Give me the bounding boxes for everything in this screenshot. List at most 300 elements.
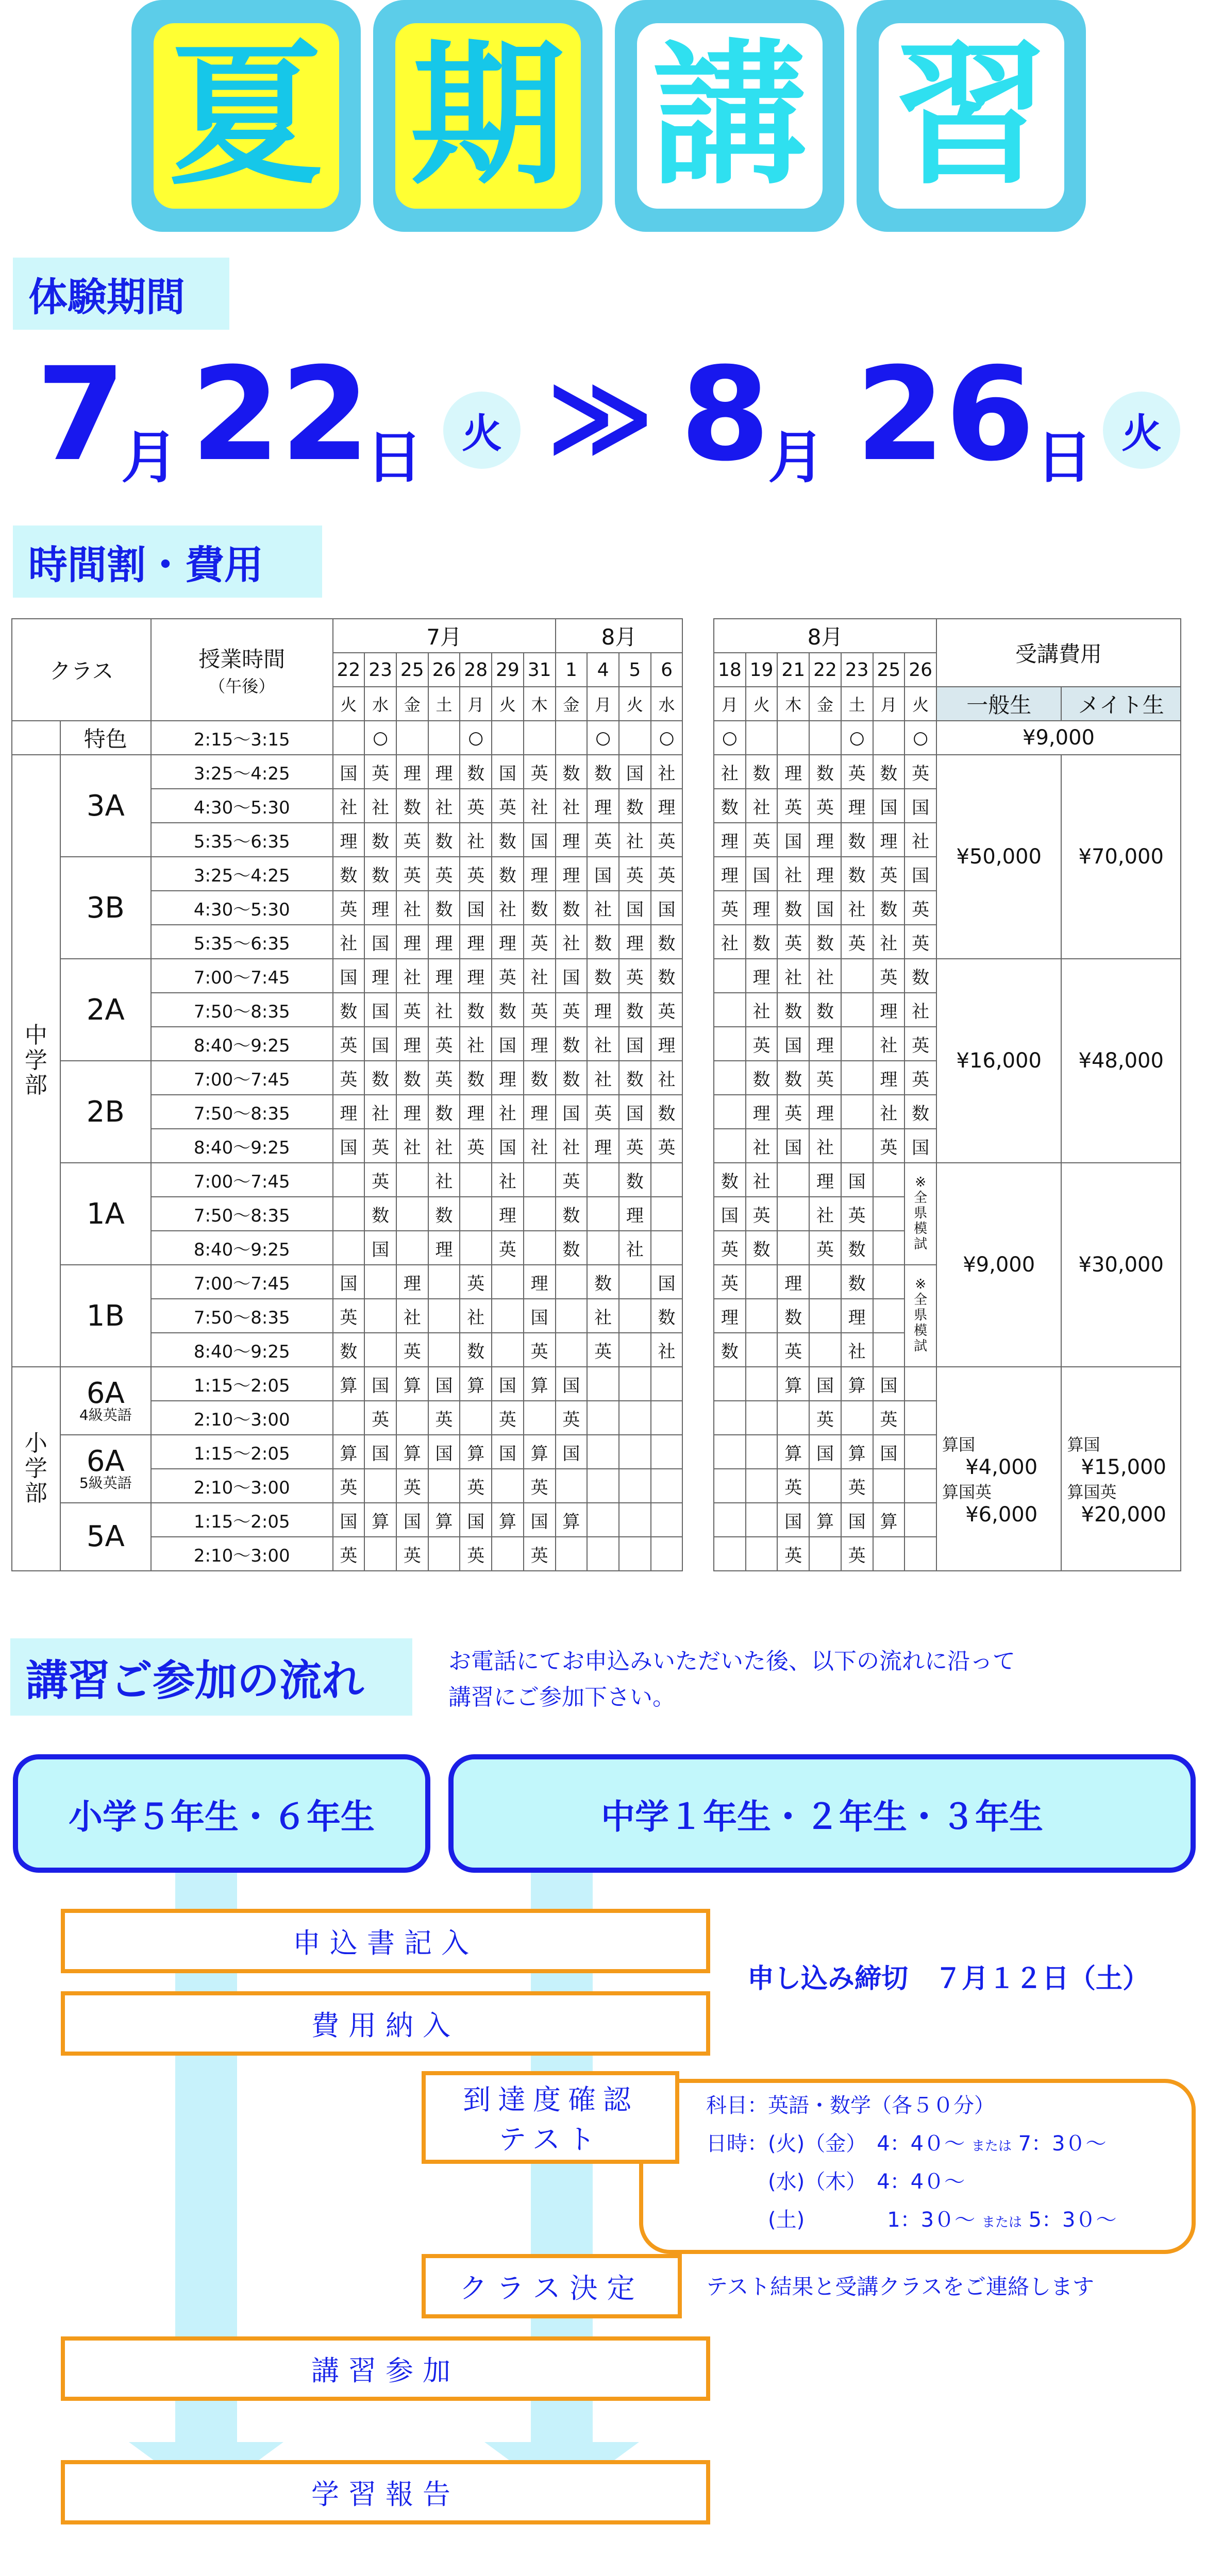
subject-cell: 英 [777,925,809,959]
subject-cell [396,1163,428,1197]
subject-cell: 社 [841,891,873,925]
subject-cell: 算 [841,1367,873,1401]
subject-cell: 英 [364,1401,396,1435]
subject-cell [714,1469,746,1503]
subject-cell: 社 [587,1027,619,1061]
subject-cell [651,1469,683,1503]
subject-cell [777,1401,809,1435]
subject-cell [587,1435,619,1469]
deadline-note: 申し込み締切 ７月１２日（土） [747,1963,1150,1994]
subject-cell [904,1401,936,1435]
subject-cell: 英 [587,1333,619,1367]
subject-cell [873,1333,905,1367]
subject-cell: 社 [556,1129,588,1163]
date-cell: 1 [556,653,588,687]
subject-cell: 数 [556,891,588,925]
subject-cell: 国 [492,1367,524,1401]
subject-cell: 英 [333,891,365,925]
subject-cell [364,1333,396,1367]
time-cell: 7:00～7:45 [151,1265,333,1299]
subject-cell: 英 [428,1401,460,1435]
header-row-months [12,619,1181,653]
subject-cell: 数 [524,1061,556,1095]
table-row [12,755,1181,789]
subject-cell: 社 [714,925,746,959]
subject-cell: 社 [364,1095,396,1129]
subject-cell: 数 [651,1095,683,1129]
subject-cell: 英 [746,1027,778,1061]
subject-cell: 社 [619,823,651,857]
subject-cell: 数 [904,1095,936,1129]
subject-cell [714,1503,746,1537]
subject-cell [428,1537,460,1571]
subject-cell: 社 [492,1095,524,1129]
subject-cell: 理 [809,1163,841,1197]
subject-cell: 英 [492,1401,524,1435]
subject-cell: 数 [651,959,683,993]
subject-cell: 英 [809,1401,841,1435]
test-date-2: (水)（木） 4：4０～ [768,2170,965,2194]
subject-cell: ○ [651,721,683,755]
subject-cell [873,1299,905,1333]
title-char: 講 [637,23,823,209]
subject-cell: ○ [364,721,396,755]
title-box-3 [615,0,844,232]
subject-cell [524,1163,556,1197]
step-report: 学習報告 [61,2460,710,2524]
subject-cell: 英 [873,959,905,993]
subject-cell: 社 [333,789,365,823]
class-name: 1A [60,1163,151,1265]
time-cell: 4:30～5:30 [151,789,333,823]
subject-cell: 国 [524,1503,556,1537]
subject-cell [556,721,588,755]
subject-cell [396,1231,428,1265]
subject-cell [714,993,746,1027]
subject-cell: 英 [492,1231,524,1265]
start-day: 22 [191,340,370,489]
subject-cell [364,1469,396,1503]
class-name: 1B [60,1265,151,1367]
subject-cell [651,1435,683,1469]
subject-cell: 理 [873,823,905,857]
middle-grade-label: 中学１年生・２年生・３年生 [448,1754,1196,1873]
fee-elem-general: 算国 ¥4,000 算国英 ¥6,000 [936,1367,1061,1571]
subject-cell [809,1469,841,1503]
subject-cell: 英 [492,959,524,993]
subject-cell: 英 [460,857,492,891]
subject-cell: 国 [777,1503,809,1537]
subject-cell: 英 [809,1231,841,1265]
subject-cell [714,1129,746,1163]
subject-cell: 国 [809,1367,841,1401]
time-cell: 4:30～5:30 [151,891,333,925]
column-gap [682,619,714,721]
subject-cell: 英 [396,1333,428,1367]
subject-cell [777,1163,809,1197]
subject-cell: 数 [651,1299,683,1333]
subject-cell [777,1231,809,1265]
dow-cell: 木 [524,687,556,721]
subject-cell: 英 [428,1061,460,1095]
subject-cell: 理 [396,925,428,959]
subject-cell: 算 [777,1367,809,1401]
dow-cell: 火 [492,687,524,721]
subject-cell [619,1469,651,1503]
subject-cell [556,1469,588,1503]
subject-cell: 英 [460,1537,492,1571]
subject-cell: 算 [873,1503,905,1537]
subject-cell: 算 [460,1367,492,1401]
subject-cell: 英 [651,857,683,891]
subject-cell: 数 [619,1061,651,1095]
subject-cell: 英 [619,959,651,993]
subject-cell [714,1435,746,1469]
subject-cell [556,1265,588,1299]
subject-cell [746,1537,778,1571]
subject-cell [524,1197,556,1231]
subject-cell [904,1537,936,1571]
subject-cell: 算 [364,1503,396,1537]
subject-cell: 算 [809,1503,841,1537]
subject-cell: 理 [364,959,396,993]
dow-cell: 木 [777,687,809,721]
subject-cell: 国 [904,857,936,891]
subject-cell: 国 [904,1129,936,1163]
fee-m1-mate: ¥30,000 [1061,1163,1181,1367]
subject-cell: 数 [460,1333,492,1367]
subject-cell: 理 [428,959,460,993]
subject-cell: 英 [714,891,746,925]
subject-cell: ○ [904,721,936,755]
subject-cell [651,1231,683,1265]
subject-cell [714,1401,746,1435]
subject-cell: 英 [396,823,428,857]
subject-cell: 国 [333,755,365,789]
subject-cell: ○ [714,721,746,755]
subject-cell: 国 [524,823,556,857]
subject-cell: 国 [556,1367,588,1401]
subject-cell: 算 [777,1435,809,1469]
subject-cell [619,1367,651,1401]
subject-cell: 国 [364,993,396,1027]
subject-cell [428,1265,460,1299]
date-cell: 18 [714,653,746,687]
subject-cell: 理 [524,1265,556,1299]
time-cell: 5:35～6:35 [151,925,333,959]
subject-cell [873,721,905,755]
subject-cell: 国 [428,1367,460,1401]
flow-intro [448,1643,1170,1716]
subject-cell: 社 [556,789,588,823]
start-month-unit: 月 [121,425,178,490]
subject-cell: 国 [364,1231,396,1265]
subject-cell: 理 [396,1095,428,1129]
test-subject: 科目：英語・数学（各５０分） [706,2094,995,2117]
subject-cell [619,1537,651,1571]
subject-cell [777,1197,809,1231]
subject-cell [904,1367,936,1401]
subject-cell: 社 [396,959,428,993]
subject-cell [873,1231,905,1265]
subject-cell [746,1299,778,1333]
subject-cell: 数 [619,993,651,1027]
subject-cell: 社 [396,1129,428,1163]
subject-cell: 英 [904,925,936,959]
subject-cell: 社 [809,1197,841,1231]
subject-cell: 数 [428,1095,460,1129]
subject-cell: 理 [714,857,746,891]
subject-cell: 社 [873,925,905,959]
flow-label: 講習ご参加の流れ [10,1638,412,1716]
subject-cell: 理 [524,1095,556,1129]
subject-cell: 国 [904,789,936,823]
subject-cell: 社 [428,993,460,1027]
subject-cell: 数 [364,823,396,857]
subject-cell [904,1503,936,1537]
subject-cell: 理 [460,925,492,959]
subject-cell [904,1435,936,1469]
subject-cell: 国 [619,755,651,789]
test-date-1: 日時：(火)（金） 4：4０～ または 7：3０～ [706,2132,1107,2156]
subject-cell: 数 [809,925,841,959]
dow-cell: 月 [460,687,492,721]
subject-cell: 社 [651,1061,683,1095]
subject-cell: 国 [873,1435,905,1469]
subject-cell: 英 [524,1537,556,1571]
subject-cell [492,1265,524,1299]
subject-cell: 算 [333,1435,365,1469]
time-cell: 1:15～2:05 [151,1503,333,1537]
fee-m2-general: ¥16,000 [936,959,1061,1163]
fee-m3-general: ¥50,000 [936,755,1061,959]
subject-cell: 理 [746,959,778,993]
subject-cell: 数 [619,1163,651,1197]
end-day-unit: 日 [1036,425,1093,490]
subject-cell: 理 [809,857,841,891]
fee-tokushoku: ¥9,000 [936,721,1181,755]
subject-cell [809,1333,841,1367]
subject-cell: 数 [746,755,778,789]
subject-cell: 理 [651,789,683,823]
class-name: 2A [60,959,151,1061]
subject-cell: 数 [714,1163,746,1197]
subject-cell: 理 [809,1095,841,1129]
subject-cell [746,1503,778,1537]
subject-cell: 英 [904,891,936,925]
month-aug-1: 8月 [556,619,683,653]
class-name: 特色 [60,721,151,755]
subject-cell: 英 [651,1129,683,1163]
subject-cell: 英 [873,1129,905,1163]
time-cell: 2:10～3:00 [151,1401,333,1435]
subject-cell: 理 [651,1027,683,1061]
subject-cell [714,1061,746,1095]
subject-cell: 英 [333,1061,365,1095]
subject-cell: 理 [809,1027,841,1061]
subject-cell: 理 [777,1265,809,1299]
subject-cell: 社 [651,1333,683,1367]
time-cell: 1:15～2:05 [151,1367,333,1401]
subject-cell: 社 [492,891,524,925]
dow-cell: 土 [841,687,873,721]
subject-cell [364,1265,396,1299]
time-cell: 8:40～9:25 [151,1231,333,1265]
table-row [12,1367,1181,1401]
subject-cell: 数 [364,857,396,891]
date-cell: 4 [587,653,619,687]
subject-cell: 英 [396,1537,428,1571]
dow-cell: 火 [904,687,936,721]
date-cell: 21 [777,653,809,687]
subject-cell: 英 [333,1537,365,1571]
subject-cell: 国 [651,1265,683,1299]
subject-cell: 数 [746,1061,778,1095]
test-date-3: (土) 1：3０～ または 5：3０～ [768,2208,1117,2232]
dow-cell: 金 [809,687,841,721]
subject-cell: 数 [556,755,588,789]
subject-cell: 理 [777,755,809,789]
subject-cell: ○ [841,721,873,755]
subject-cell: 算 [524,1367,556,1401]
subject-cell: 理 [428,755,460,789]
subject-cell: 社 [460,823,492,857]
subject-cell [809,1299,841,1333]
subject-cell: 英 [556,1163,588,1197]
subject-cell: 社 [587,1299,619,1333]
subject-cell: 国 [333,1129,365,1163]
subject-cell: 理 [841,789,873,823]
subject-cell: 理 [873,993,905,1027]
subject-cell: 数 [492,823,524,857]
dept-middle: 中 学 部 [12,755,60,1367]
subject-cell: 社 [396,891,428,925]
subject-cell: 算 [396,1435,428,1469]
dow-cell: 水 [651,687,683,721]
subject-cell: 社 [841,1333,873,1367]
subject-cell: 理 [492,1061,524,1095]
subject-cell: 社 [873,1095,905,1129]
subject-cell: 社 [809,1129,841,1163]
subject-cell: 社 [492,1163,524,1197]
subject-cell: 国 [651,891,683,925]
subject-cell: 算 [333,1367,365,1401]
subject-cell [714,1027,746,1061]
subject-cell [651,1503,683,1537]
class-name: 5A [60,1503,151,1571]
fee-general-header: 一般生 [936,687,1061,721]
fee-m2-mate: ¥48,000 [1061,959,1181,1163]
time-cell: 8:40～9:25 [151,1333,333,1367]
subject-cell: 社 [428,1129,460,1163]
subject-cell [619,1503,651,1537]
subject-cell [746,1435,778,1469]
subject-cell [619,1333,651,1367]
time-cell: 3:25～4:25 [151,857,333,891]
subject-cell [746,1401,778,1435]
subject-cell [556,1333,588,1367]
subject-cell: 英 [904,1027,936,1061]
title-box-1 [131,0,361,232]
subject-cell [587,1231,619,1265]
step-attend: 講習参加 [61,2336,710,2401]
dow-cell: 金 [556,687,588,721]
subject-cell [841,1401,873,1435]
date-cell: 29 [492,653,524,687]
subject-cell: 英 [524,1333,556,1367]
class-name: 3B [60,857,151,959]
subject-cell [746,1367,778,1401]
subject-cell: 社 [746,1163,778,1197]
fee-header: 受講費用 [936,619,1181,687]
subject-cell [587,1503,619,1537]
subject-cell [587,1401,619,1435]
subject-cell: 社 [777,857,809,891]
subject-cell: 英 [841,1469,873,1503]
subject-cell: 理 [556,857,588,891]
subject-cell [809,721,841,755]
time-cell: 8:40～9:25 [151,1027,333,1061]
subject-cell: 算 [524,1435,556,1469]
subject-cell [587,1163,619,1197]
subject-cell: 数 [746,925,778,959]
subject-cell: 数 [333,857,365,891]
subject-cell [587,1197,619,1231]
subject-cell: 社 [396,1299,428,1333]
subject-cell: 理 [556,823,588,857]
subject-cell: 英 [904,755,936,789]
subject-cell [619,721,651,755]
subject-cell [714,1537,746,1571]
title-box-2 [373,0,602,232]
subject-cell: 数 [428,1197,460,1231]
subject-cell: 社 [651,755,683,789]
subject-cell: 英 [651,993,683,1027]
time-cell: 5:35～6:35 [151,823,333,857]
subject-cell: 社 [428,1163,460,1197]
subject-cell: 算 [841,1435,873,1469]
subject-cell [714,959,746,993]
table-row [12,959,1181,993]
subject-cell: 英 [428,857,460,891]
month-aug-2: 8月 [714,619,936,653]
subject-cell [333,1231,365,1265]
date-cell: 6 [651,653,683,687]
subject-cell: 英 [364,1163,396,1197]
subject-cell: 国 [333,959,365,993]
subject-cell: 理 [587,789,619,823]
time-cell: 2:10～3:00 [151,1469,333,1503]
class-name: 6A 4級英語 [60,1367,151,1435]
subject-cell: 国 [556,1095,588,1129]
step-test-line2: テスト [498,2123,602,2156]
subject-cell: 国 [492,755,524,789]
end-month: 8 [680,340,770,489]
subject-cell: 数 [524,891,556,925]
subject-cell [841,1129,873,1163]
subject-cell: 国 [428,1435,460,1469]
subject-cell: 数 [809,993,841,1027]
subject-cell: 数 [492,993,524,1027]
subject-cell [460,1197,492,1231]
subject-cell [396,721,428,755]
subject-cell: 社 [524,959,556,993]
subject-cell [587,1367,619,1401]
subject-cell [587,1537,619,1571]
subject-cell: 数 [333,1333,365,1367]
time-cell: 3:25～4:25 [151,755,333,789]
subject-cell: 数 [587,755,619,789]
